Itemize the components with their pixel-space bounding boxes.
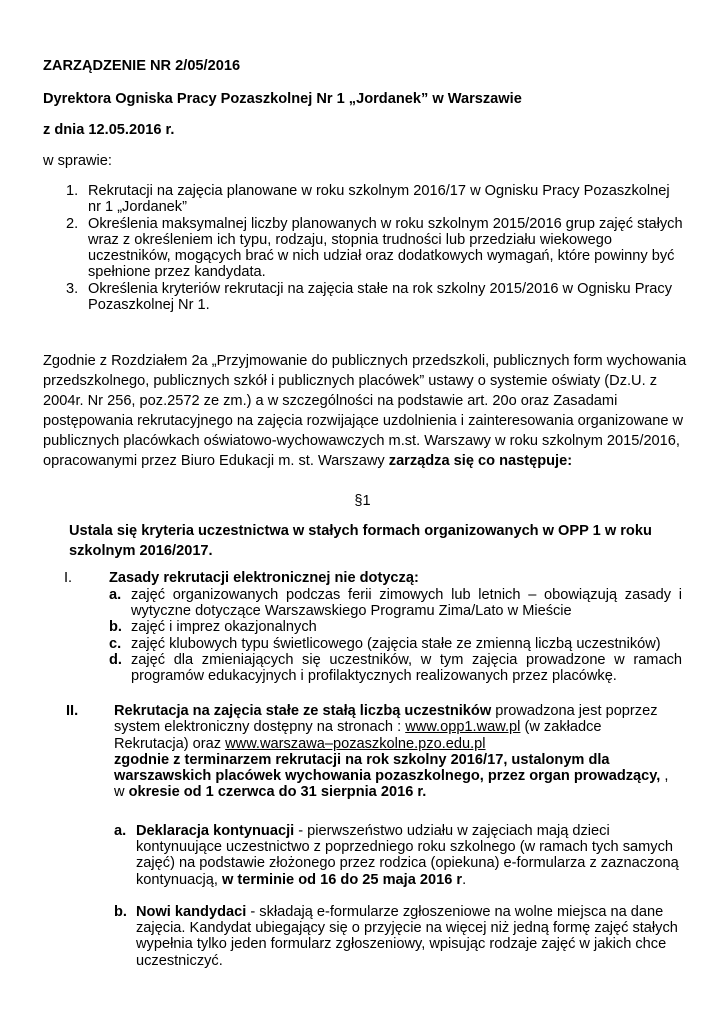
- list-item: c. zajęć klubowych typu świetlicowego (zajęcia stałe ze zmienną liczbą uczestników): [109, 635, 661, 652]
- list-item: a. zajęć organizowanych podczas ferii zimowych lub letnich – obowiązują zasady i wytyczne dotyczące Warszawskiego Programu Zima/Lato w Mieście: [109, 587, 682, 620]
- list-item: 1. Rekrutacji na zajęcia planowane w roku szkolnym 2016/17 w Ognisku Pracy Pozaszkolnej nr 1 „Jordanek”: [66, 183, 670, 216]
- list-item: 3. Określenia kryteriów rekrutacji na zajęcia stałe na rok szkolny 2015/2016 w Ognisku Pracy Pozaszkolnej Nr 1.: [66, 280, 673, 314]
- list-item: d. zajęć dla zmieniających się uczestników, w tym zajęcia prowadzone w ramach programów edukacyjnych i profilaktycznych realizowanych przez placówkę.: [109, 651, 682, 685]
- warszawa-pozaszkolne-link[interactable]: www.warszawa–pozaszkolne.pzo.edu.pl: [225, 735, 486, 752]
- document-title: ZARZĄDZENIE NR 2/05/2016: [43, 58, 241, 74]
- part2-item-a: a. Deklaracja kontynuacji - pierwszeństwo udziału w zajęciach mają dzieci kontynuujące uczestnictwo z poprzedniego roku szkolnego (w ramach tych samych zajęć) na podstawie złożonego przez rodzica (opiekuna) e-formularza z zaznaczoną kontynuacją, w terminie od 16 do 25 maja 2016 r.: [114, 823, 679, 888]
- part2-number: II.: [66, 703, 79, 719]
- part1-heading: Zasady rekrutacji elektronicznej nie dotyczą:: [109, 570, 419, 586]
- opp1-link[interactable]: www.opp1.waw.pl: [405, 719, 521, 736]
- document-issuer: Dyrektora Ogniska Pracy Pozaszkolnej Nr 1 „Jordanek” w Warszawie: [43, 91, 522, 107]
- subjects-list: [66, 183, 686, 313]
- part1-number: I.: [64, 570, 73, 586]
- intro-paragraph: Zgodnie z Rozdziałem 2a „Przyjmowanie do publicznych przedszkoli, publicznych form wychowania przedszkolnego, publicznych szkół i publicznych placówek” ustawy o systemie oświaty (Dz.U. z 2004r. Nr 256, poz.2572 ze zm.) a w szczególności na podstawie art. 20o oraz Zasadami postępowania rekrutacyjnego na zajęcia rozwijające uzdolnienia i zainteresowania organizowane w publicznych placówkach oświatowo-wychowawczych m.st. Warszawy w roku szkolnym 2015/2016, opracowanymi przez Biuro Edukacji m. st. Warszawy zarządza się co następuje:: [43, 353, 687, 469]
- list-item: b. zajęć i imprez okazjonalnych: [109, 619, 317, 636]
- section-mark: §1: [354, 493, 371, 509]
- part2-paragraph: Rekrutacja na zajęcia stałe ze stałą liczbą uczestników prowadzona jest poprzez system elektroniczny dostępny na stronach : www.opp1.waw.pl (w zakładce Rekrutacja) oraz www.warszawa–pozaszkolne.pzo.edu.pl zgodnie z terminarzem rekrutacji na rok szkolny 2016/17, ustalonym dla warszawskich placówek wychowania pozaszkolnego, przez organ prowadzący, , w okresie od 1 czerwca do 31 sierpnia 2016 r.: [114, 703, 669, 801]
- part2-item-b: b. Nowi kandydaci - składają e-formularze zgłoszeniowe na wolne miejsca na dane zajęcia. Kandydat ubiegający się o przyjęcie na więcej niż jedną formę zajęć stałych wypełnia tylko jeden formularz zgłoszeniowy, wpisując rodzaje zajęć w jakich chce uczestniczyć.: [114, 904, 678, 969]
- document-date: z dnia 12.05.2016 r.: [43, 122, 175, 138]
- lead-statement: Ustala się kryteria uczestnictwa w stałych formach organizowanych w OPP 1 w roku szkolnym 2016/2017.: [69, 523, 652, 559]
- regarding-label: w sprawie:: [43, 153, 112, 169]
- list-item: 2. Określenia maksymalnej liczby planowanych w roku szkolnym 2015/2016 grup zajęć stałych wraz z określeniem ich typu, rodzaju, stopnia trudności lub przedziału wiekowego uczestników, mogących brać w nich udział oraz dodatkowych wymagań, które powinny być spełnione przez kandydata.: [66, 215, 683, 281]
- part1-list: [109, 587, 682, 684]
